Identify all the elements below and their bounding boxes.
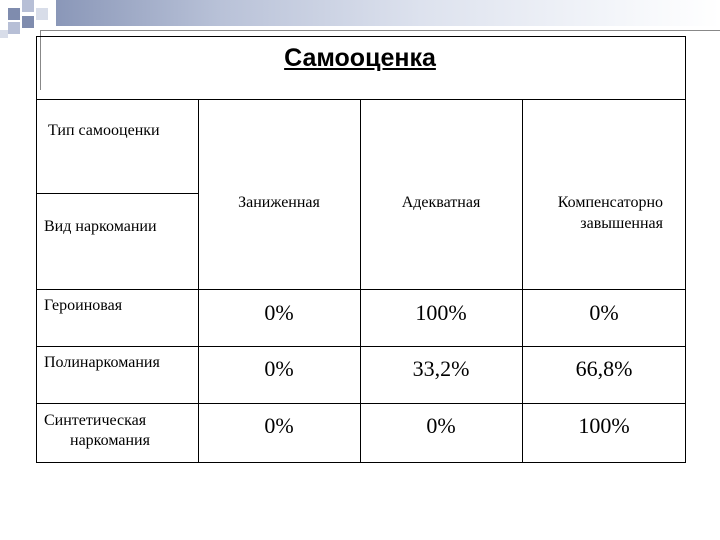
table-border [36,462,686,463]
table-border [522,99,523,463]
row-label: Синтетическая [44,412,147,429]
table-cell: 0% [426,413,456,438]
table-cell: 66,8% [575,356,633,381]
table-border [36,289,686,290]
column-header: Компенсаторно [557,194,663,211]
table-border [36,403,686,404]
table-border [198,99,199,463]
table-border [685,36,686,463]
table-cell: 100% [415,300,467,325]
table-border [36,193,198,194]
table-border [36,36,686,37]
table-border [36,99,686,100]
table-border [36,346,686,347]
table-cell: 0% [589,300,619,325]
column-header: завышенная [580,215,663,232]
type-header-label: Тип самооценки [48,122,160,139]
table-cell: 0% [264,356,294,381]
table-cell: 100% [578,413,630,438]
table-border [360,99,361,463]
table-title: Самооценка [284,44,436,72]
row-label: Полинаркомания [44,354,160,371]
column-header: Адекватная [401,194,481,211]
table-cell: 0% [264,413,294,438]
row-label: Героиновая [44,297,123,314]
table-cell: 33,2% [412,356,470,381]
kind-header-label: Вид наркомании [44,218,157,235]
table-border [36,36,37,463]
row-label: наркомания [70,432,150,449]
column-header: Заниженная [238,194,320,211]
table-cell: 0% [264,300,294,325]
